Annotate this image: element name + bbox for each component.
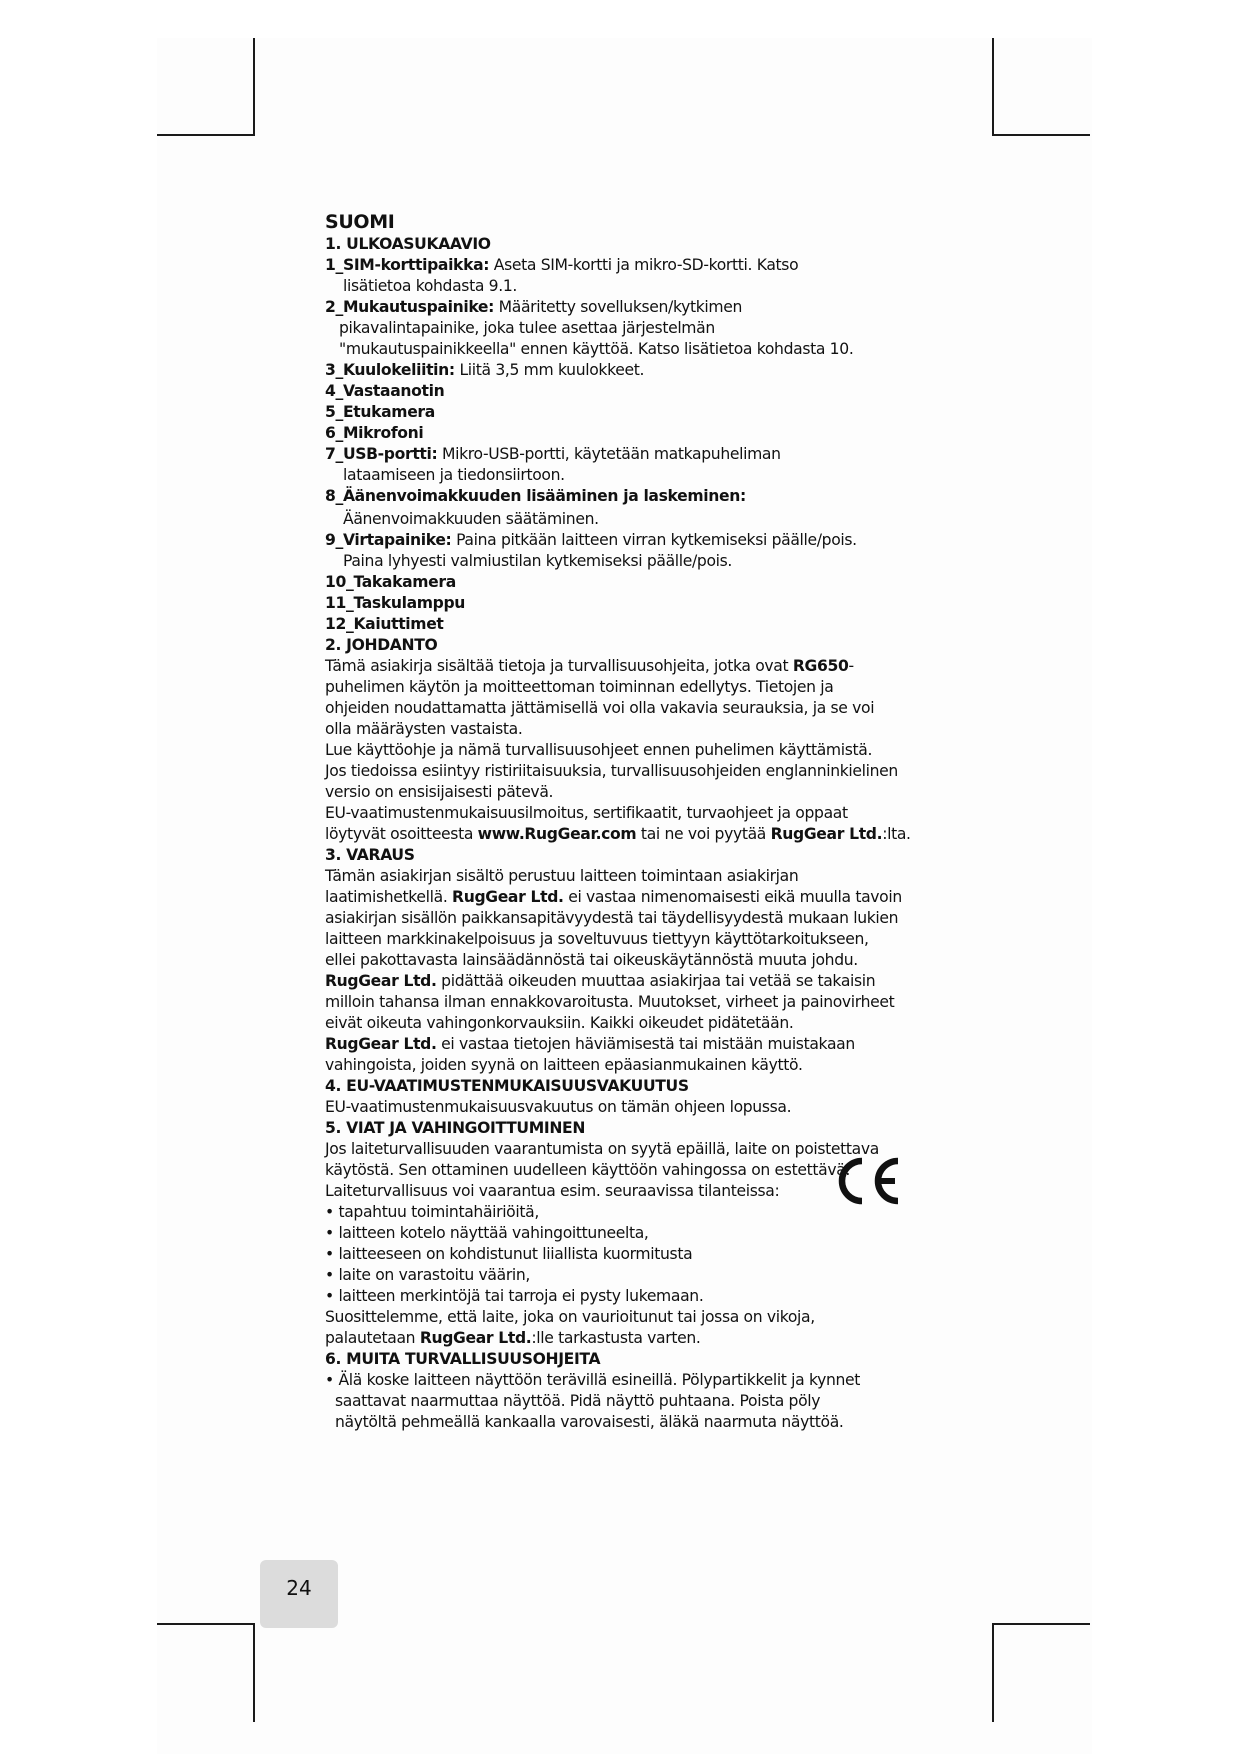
- model-name: RG650: [792, 657, 849, 675]
- list-item: [325, 486, 940, 507]
- text-run: :lle tarkastusta varten.: [531, 1329, 701, 1347]
- paragraph-line: [325, 656, 940, 677]
- website-url: www.RugGear.com: [477, 825, 637, 843]
- paragraph-line: Suosittelemme, että laite, joka on vaurioitunut tai jossa on vikoja,: [325, 1308, 815, 1326]
- item-text: Mikro-USB-portti, käytetään matkapuheliman: [442, 445, 781, 463]
- list-item: [325, 360, 940, 381]
- bullet-continuation: saattavat naarmuttaa näyttöä. Pidä näyttö puhtaana. Poista pöly: [335, 1392, 821, 1410]
- list-item: [325, 572, 940, 593]
- text-run: pidättää oikeuden muuttaa asiakirjaa tai vetää se takaisin: [436, 972, 876, 990]
- item-text: Paina lyhyesti valmiustilan kytkemiseksi päälle/pois.: [343, 552, 732, 570]
- list-item: [325, 593, 940, 614]
- paragraph-line: vahingoista, joiden syynä on laitteen epäasianmukainen käyttö.: [325, 1056, 803, 1074]
- paragraph-line: [325, 887, 940, 908]
- company-name: RugGear Ltd.: [770, 825, 883, 843]
- paragraph-line: laitteen markkinakelpoisuus ja soveltuvuus tiettyyn käyttötarkoitukseen,: [325, 930, 869, 948]
- document-body: [325, 210, 940, 1433]
- list-item: [325, 423, 940, 444]
- paragraph-line: käytöstä. Sen ottaminen uudelleen käyttöön vahingossa on estettävä.: [325, 1161, 851, 1179]
- paragraph-line: EU-vaatimustenmukaisuusvakuutus on tämän ohjeen lopussa.: [325, 1098, 792, 1116]
- paragraph-line: Lue käyttöohje ja nämä turvallisuusohjeet ennen puhelimen käyttämistä.: [325, 741, 873, 759]
- item-text: Äänenvoimakkuuden säätäminen.: [343, 510, 599, 528]
- bullet-item: • Älä koske laitteen näyttöön terävillä esineillä. Pölypartikkelit ja kynnet: [325, 1371, 861, 1389]
- bullet-item: • laitteen kotelo näyttää vahingoittuneelta,: [325, 1224, 649, 1242]
- text-run: löytyvät osoitteesta: [325, 825, 478, 843]
- item-text: Liitä 3,5 mm kuulokkeet.: [459, 361, 645, 379]
- item-label: 7_USB-portti:: [325, 445, 438, 463]
- paragraph-line: puhelimen käytön ja moitteettoman toiminnan edellytys. Tietojen ja: [325, 678, 834, 696]
- item-text: pikavalintapainike, joka tulee asettaa järjestelmän: [339, 319, 715, 337]
- item-label: 6_Mikrofoni: [325, 424, 424, 442]
- item-text: Paina pitkään laitteen virran kytkemiseksi päälle/pois.: [456, 531, 857, 549]
- item-label: 5_Etukamera: [325, 403, 435, 421]
- paragraph-line: milloin tahansa ilman ennakkovaroitusta. Muutokset, virheet ja painovirheet: [325, 993, 895, 1011]
- item-text: "mukautuspainikkeella" ennen käyttöä. Katso lisätietoa kohdasta 10.: [339, 340, 854, 358]
- page-number: 24: [260, 1560, 338, 1628]
- list-item: [325, 530, 940, 551]
- section-title-viat: 5. VIAT JA VAHINGOITTUMINEN: [325, 1119, 586, 1137]
- item-label: 1_SIM-korttipaikka:: [325, 256, 490, 274]
- ce-mark-icon: [835, 1155, 903, 1207]
- list-item: [325, 297, 940, 318]
- item-label: 12_Kaiuttimet: [325, 615, 444, 633]
- item-text: Aseta SIM-kortti ja mikro-SD-kortti. Katso: [493, 256, 799, 274]
- text-run: ei vastaa nimenomaisesti eikä muulla tavoin: [563, 888, 902, 906]
- section-title-muita: 6. MUITA TURVALLISUUSOHJEITA: [325, 1350, 601, 1368]
- paragraph-line: versio on ensisijaisesti pätevä.: [325, 783, 554, 801]
- bullet-item: • tapahtuu toimintahäiriöitä,: [325, 1203, 539, 1221]
- item-label: 3_Kuulokeliitin:: [325, 361, 455, 379]
- language-heading: SUOMI: [325, 211, 395, 233]
- paragraph-line: Tämän asiakirjan sisältö perustuu laitteen toimintaan asiakirjan: [325, 867, 799, 885]
- paragraph-line: [325, 1328, 940, 1349]
- paragraph-line: [325, 1034, 940, 1055]
- text-run: tai ne voi pyytää: [636, 825, 771, 843]
- item-label: 11_Taskulamppu: [325, 594, 466, 612]
- list-item: [325, 444, 940, 465]
- crop-mark-top-right-h: [992, 134, 1090, 136]
- text-run: -: [848, 657, 854, 675]
- list-item: [325, 381, 940, 402]
- section-title-johdanto: 2. JOHDANTO: [325, 636, 438, 654]
- list-item: [325, 614, 940, 635]
- item-label: 4_Vastaanotin: [325, 382, 445, 400]
- section-title-ulkoasukaavio: 1. ULKOASUKAAVIO: [325, 235, 491, 253]
- paragraph-line: [325, 971, 940, 992]
- paragraph-line: eivät oikeuta vahingonkorvauksiin. Kaikki oikeudet pidätetään.: [325, 1014, 794, 1032]
- section-title-varaus: 3. VARAUS: [325, 846, 415, 864]
- company-name: RugGear Ltd.: [325, 972, 437, 990]
- crop-mark-bottom-right-h: [992, 1623, 1090, 1625]
- bullet-item: • laite on varastoitu väärin,: [325, 1266, 531, 1284]
- list-item: [325, 402, 940, 423]
- item-text: Määritetty sovelluksen/kytkimen: [498, 298, 743, 316]
- paragraph-line: EU-vaatimustenmukaisuusilmoitus, sertifikaatit, turvaohjeet ja oppaat: [325, 804, 848, 822]
- paragraph-line: olla määräysten vastaista.: [325, 720, 523, 738]
- item-label: 8_Äänenvoimakkuuden lisääminen ja laskeminen:: [325, 487, 746, 505]
- paragraph-line: ellei pakottavasta lainsäädännöstä tai oikeuskäytännöstä muuta johdu.: [325, 951, 858, 969]
- text-run: Tämä asiakirja sisältää tietoja ja turvallisuusohjeita, jotka ovat: [325, 657, 793, 675]
- item-label: 2_Mukautuspainike:: [325, 298, 495, 316]
- company-name: RugGear Ltd.: [419, 1329, 532, 1347]
- text-run: palautetaan: [325, 1329, 420, 1347]
- paragraph-line: Laiteturvallisuus voi vaarantua esim. seuraavissa tilanteissa:: [325, 1182, 780, 1200]
- text-run: laatimishetkellä.: [325, 888, 453, 906]
- text-run: :lta.: [882, 825, 911, 843]
- bullet-item: • laitteen merkintöjä tai tarroja ei pysty lukemaan.: [325, 1287, 704, 1305]
- section-title-eu: 4. EU-VAATIMUSTENMUKAISUUSVAKUUTUS: [325, 1077, 689, 1095]
- crop-mark-bottom-left-h: [157, 1623, 255, 1625]
- bullet-item: • laitteeseen on kohdistunut liiallista kuormitusta: [325, 1245, 693, 1263]
- paragraph-line: asiakirjan sisällön paikkansapitävyydestä tai täydellisyydestä mukaan lukien: [325, 909, 899, 927]
- paragraph-line: Jos tiedoissa esiintyy ristiriitaisuuksia, turvallisuusohjeiden englanninkielinen: [325, 762, 898, 780]
- item-text: lisätietoa kohdasta 9.1.: [343, 277, 518, 295]
- item-label: 9_Virtapainike:: [325, 531, 452, 549]
- list-item: [325, 255, 940, 276]
- text-run: ei vastaa tietojen häviämisestä tai mistään muistakaan: [436, 1035, 855, 1053]
- crop-mark-bottom-left-v: [253, 1623, 255, 1722]
- paragraph-line: [325, 824, 940, 845]
- bullet-continuation: näytöltä pehmeällä kankaalla varovaisesti, äläkä naarmuta näyttöä.: [335, 1413, 844, 1431]
- paragraph-line: ohjeiden noudattamatta jättämisellä voi olla vakavia seurauksia, ja se voi: [325, 699, 875, 717]
- item-label: 10_Takakamera: [325, 573, 456, 591]
- company-name: RugGear Ltd.: [325, 1035, 437, 1053]
- company-name: RugGear Ltd.: [452, 888, 564, 906]
- crop-mark-top-left-v: [253, 38, 255, 136]
- crop-mark-top-right-v: [992, 38, 994, 136]
- crop-mark-bottom-right-v: [992, 1623, 994, 1722]
- item-text: lataamiseen ja tiedonsiirtoon.: [343, 466, 565, 484]
- paragraph-line: Jos laiteturvallisuuden vaarantumista on syytä epäillä, laite on poistettava: [325, 1140, 879, 1158]
- crop-mark-top-left-h: [157, 134, 255, 136]
